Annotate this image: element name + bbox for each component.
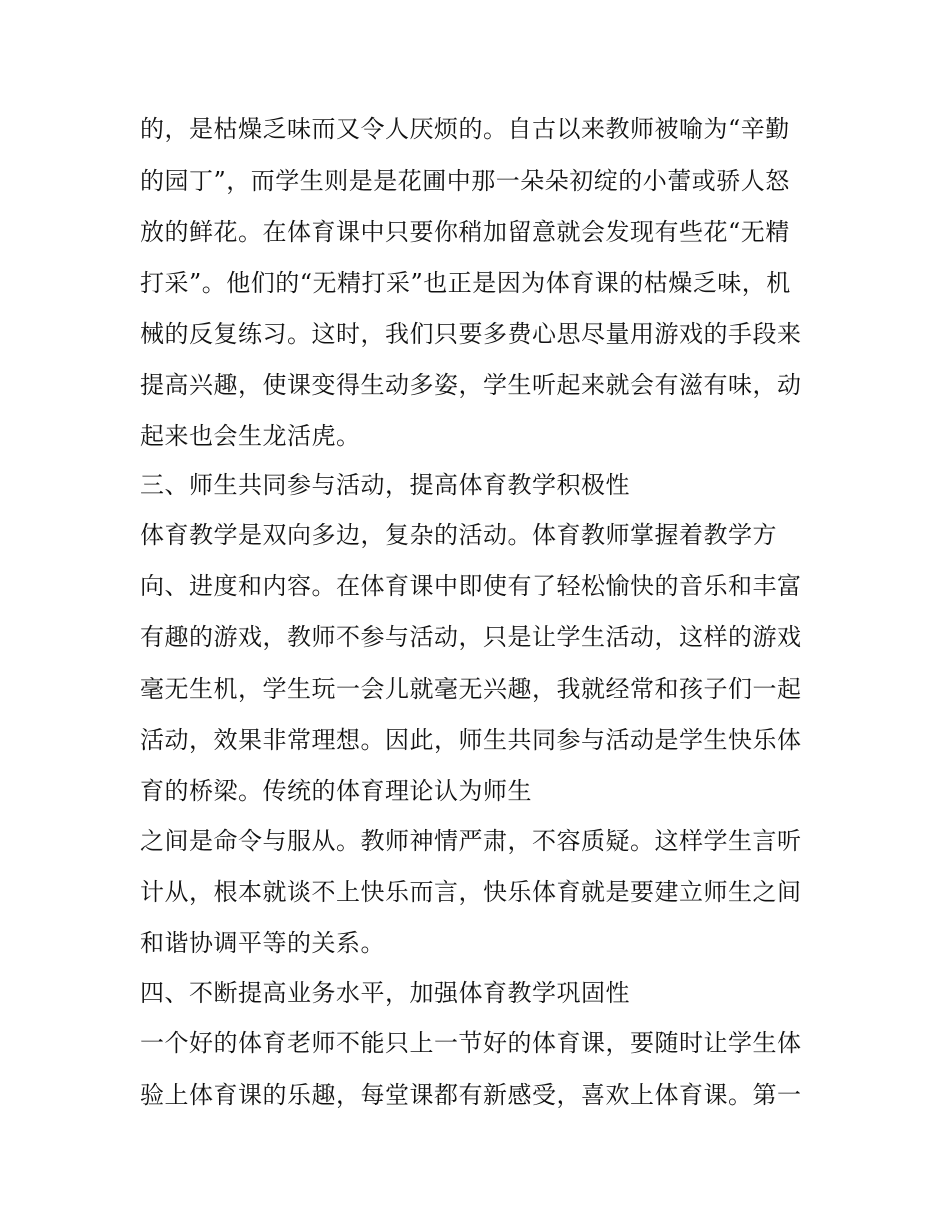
text-line: 育的桥梁。传统的体育理论认为师生 [140,777,532,805]
text-line: 起来也会生龙活虎。 [140,422,361,450]
text-line: 活动，效果非常理想。因此，师生共同参与活动是学生快乐体 [140,726,802,754]
text-line: 之间是命令与服从。教师神情严肃，不容质疑。这样学生言听 [140,827,802,855]
text-line: 一个好的体育老师不能只上一节好的体育课，要随时让学生体 [140,1029,802,1057]
text-line: 提高兴趣，使课变得生动多姿，学生听起来就会有滋有味，动 [140,371,802,399]
text-line: 的园丁”，而学生则是是花圃中那一朵朵初绽的小蕾或骄人怒 [140,167,790,195]
text-line: 体育教学是双向多边，复杂的活动。体育教师掌握着教学方 [140,521,777,549]
text-line: 械的反复练习。这时，我们只要多费心思尽量用游戏的手段来 [140,320,802,348]
text-line: 的，是枯燥乏味而又令人厌烦的。自古以来教师被喻为“辛勤 [140,115,790,143]
section-heading: 三、师生共同参与活动，提高体育教学积极性 [140,471,630,499]
section-heading: 四、不断提高业务水平，加强体育教学巩固性 [140,979,630,1007]
text-line: 和谐协调平等的关系。 [140,929,385,957]
text-line: 打采”。他们的“无精打采”也正是因为体育课的枯燥乏味，机 [140,269,791,297]
text-line: 毫无生机，学生玩一会儿就毫无兴趣，我就经常和孩子们一起 [140,675,802,703]
text-line: 向、进度和内容。在体育课中即使有了轻松愉快的音乐和丰富 [140,572,802,600]
text-line: 验上体育课的乐趣，每堂课都有新感受，喜欢上体育课。第一 [140,1081,802,1109]
text-line: 计从，根本就谈不上快乐而言，快乐体育就是要建立师生之间 [140,878,802,906]
text-line: 有趣的游戏，教师不参与活动，只是让学生活动，这样的游戏 [140,623,802,651]
text-line: 放的鲜花。在体育课中只要你稍加留意就会发现有些花“无精 [140,218,790,246]
